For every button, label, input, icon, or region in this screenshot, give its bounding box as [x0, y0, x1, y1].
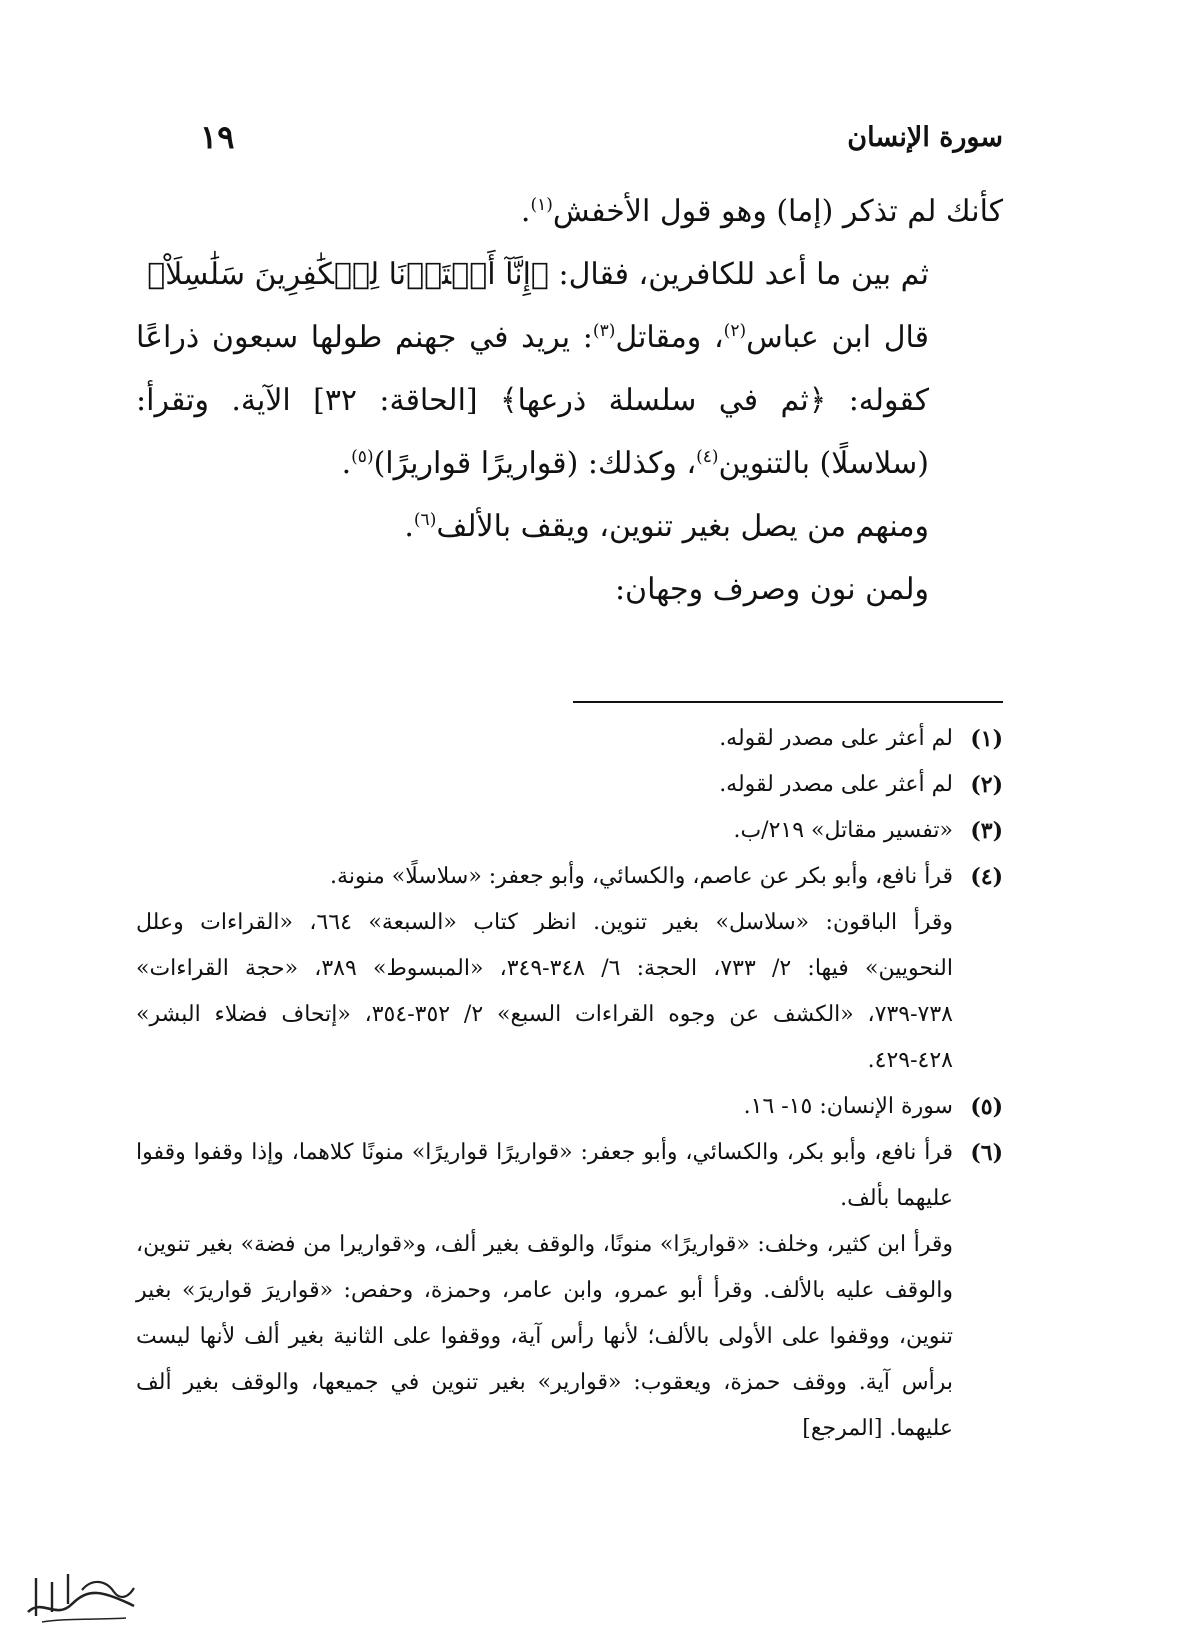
footnote-ref: (٤)	[696, 447, 719, 467]
paragraph-5: ولمن نون وصرف وجهان:	[614, 572, 929, 607]
footnote-number: (٣)	[970, 818, 1003, 844]
footnote-text	[136, 808, 953, 854]
footnote-line: لم أعثر على مصدر لقوله.	[719, 772, 953, 797]
footnote-number: (٢)	[970, 772, 1003, 798]
footnote-6	[136, 1130, 1003, 1452]
footnote-number: (٤)	[970, 864, 1003, 890]
footnote-1	[136, 716, 1003, 762]
paragraph-2: ثم بين ما أعد للكافرين، فقال: ﴿إِنَّآ أَعۡتَدۡنَا لِلۡكَٰفِرِينَ سَلَٰسِلَاْ﴾	[147, 257, 929, 292]
footnote-number: (١)	[970, 726, 1003, 752]
footnote-line: لم أعثر على مصدر لقوله.	[719, 726, 953, 751]
footnote-number: (٦)	[970, 1140, 1003, 1166]
footnote-2	[136, 762, 1003, 808]
surah-title: سورة الإنسان	[847, 121, 1003, 153]
footnote-5	[136, 1084, 1003, 1130]
footnote-text	[136, 762, 953, 808]
text-span: ، وكذلك: (قواريرًا قواريرًا)	[373, 446, 697, 481]
footnote-ref: (٢)	[723, 321, 747, 341]
footnote-ref: (٣)	[592, 321, 616, 341]
footnote-line: وقرأ الباقون: «سلاسل» بغير تنوين. انظر كتاب «السبعة» ٦٦٤، «القراءات وعلل النحويين» فيها: ٢/ ٧٣٣، الحجة: ٦/ ٣٤٨-٣٤٩، «المبسوط» ٣٨٩، «حجة القراءات» ٧٣٨-٧٣٩، «الكشف عن وجوه القراءات السبع» ٢/ ٣٥٢-٣٥٤، «إتحاف فضلاء البشر» ٤٢٨-٤٢٩.	[136, 910, 953, 1073]
footnote-text	[136, 854, 953, 1084]
footnote-3	[136, 808, 1003, 854]
footnote-line: قرأ نافع، وأبو بكر، والكسائي، وأبو جعفر: «قواريرًا قواريرًا» منونًا كلاهما، وإذا وقفوا وقفوا عليهما بألف.	[136, 1140, 953, 1211]
footnote-line: وقرأ ابن كثير، وخلف: «قواريرًا» منونًا، والوقف بغير ألف، و«قواريرا من فضة» بغير تنوين، والوقف عليه بالألف. وقرأ أبو عمرو، وابن عامر، وحمزة، وحفص: «قواريرَ قواريرَ» بغير تنوين، ووقفوا على الأولى بالألف؛ لأنها رأس آية، ووقفوا على الثانية بغير ألف لأنها ليست برأس آية. ووقف حمزة، ويعقوب: «قوارير» بغير تنوين في جميعها، والوقف بغير ألف عليهما. [المرجع]	[136, 1232, 953, 1441]
text-span: : يريد في جهنم طولها سبعون ذراعًا كقوله: ﴿ثم في سلسلة ذرعها﴾ [الحاقة: ٣٢] الآية. وتقرأ: (سلاسلًا) بالتنوين	[136, 320, 929, 481]
footnote-separator	[573, 701, 1003, 703]
paragraph-3	[136, 306, 1003, 495]
footnote-line: قرأ نافع، وأبو بكر عن عاصم، والكسائي، وأبو جعفر: «سلاسلًا» منونة.	[330, 864, 953, 889]
footnote-ref: (٦)	[413, 510, 437, 530]
footnote-ref: (٥)	[351, 447, 374, 467]
text-span: ومنهم من يصل بغير تنوين، ويقف بالألف	[436, 509, 929, 544]
paragraph-4	[136, 495, 1003, 558]
footnote-line: «تفسير مقاتل» ٢١٩/ب.	[733, 818, 953, 843]
page-number: ١٩	[200, 118, 235, 156]
text-span: .	[520, 194, 531, 229]
publisher-logo	[22, 1560, 142, 1630]
footnote-text	[136, 1130, 953, 1452]
footnotes	[136, 716, 1003, 1452]
footnote-text	[136, 1084, 953, 1130]
footnote-text	[136, 716, 953, 762]
footnote-number: (٥)	[970, 1094, 1003, 1120]
paragraph-1	[136, 180, 1003, 243]
text-span: .	[341, 446, 352, 481]
footnote-ref: (١)	[530, 195, 553, 215]
text-span: كأنك لم تذكر (إما) وهو قول الأخفش	[552, 194, 1003, 229]
main-text	[136, 180, 1003, 621]
footnote-line: سورة الإنسان: ١٥- ١٦.	[743, 1094, 953, 1119]
running-header	[200, 112, 1003, 162]
text-span: قال ابن عباس	[746, 320, 929, 355]
text-span: .	[404, 509, 414, 544]
text-span: ، ومقاتل	[615, 320, 724, 355]
footnote-4	[136, 854, 1003, 1084]
